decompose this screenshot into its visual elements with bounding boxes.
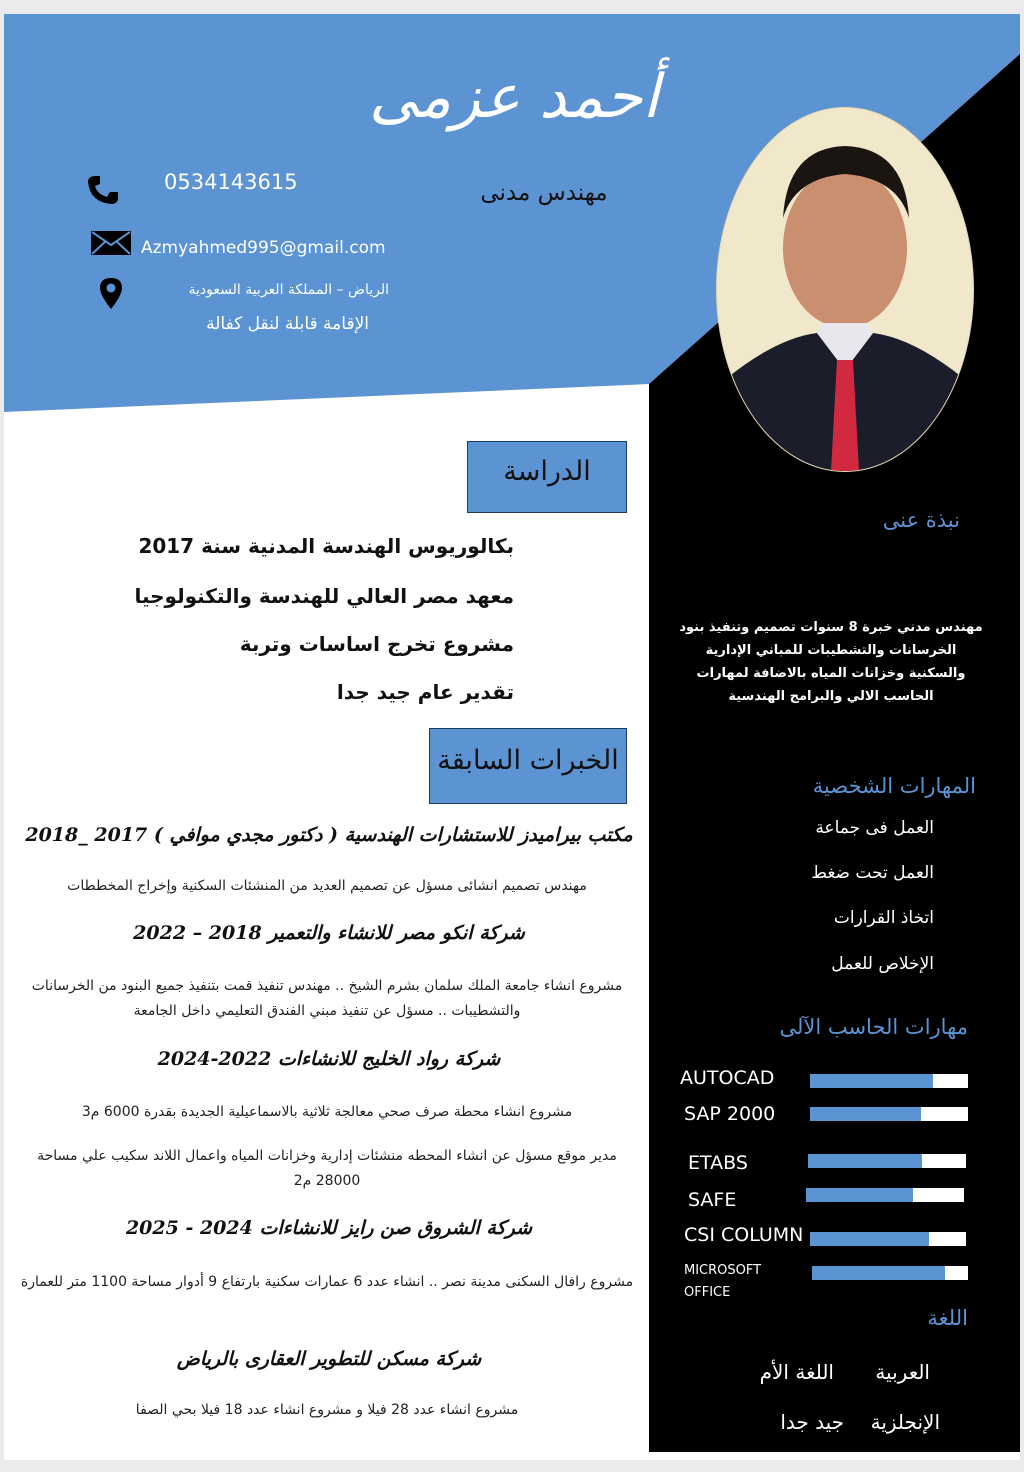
language-level: جيد جدا [780,1410,844,1434]
personal-skill-item: الإخلاص للعمل [831,954,934,974]
phone-icon [84,174,130,206]
company-name: شركة رواد الخليج للانشاءات 2022-2024 [157,1048,501,1070]
computer-skill-bar [810,1107,968,1121]
job-description: مهندس تصميم انشائى مسؤل عن تصميم العديد من المنشئات السكنية وإخراج المخططات [67,878,587,894]
location-text: الرياض – المملكة العربية السعودية [188,282,389,298]
personal-skill-item: العمل تحت ضغط [811,863,934,883]
computer-skill-bar-fill [810,1074,933,1088]
about-text: مهندس مدني خبرة 8 سنوات تصميم وتنفيذ بنود الخرسانات والتشطيبات للمباني الإدارية والسكنية وخزانات المياه بالاضافة لمهارات الحاسب الالي والبرامج الهندسية [679,620,983,704]
computer-skill-bar-fill [810,1232,929,1246]
email-address[interactable]: Azmyahmed995@gmail.com [141,238,386,258]
education-item: تقدير عام جيد جدا [336,680,514,704]
cv-page [4,14,1020,1460]
personal-skill-item: اتخاذ القرارات [833,908,934,928]
job-description: مدير موقع مسؤل عن انشاء المحطه منشئات إدارية وخزانات المياه واعمال اللاند سكيب علي مساحة 28000 م2 [37,1148,617,1189]
education-heading: الدراسة [467,441,627,513]
residency-note: الإقامة قابلة لنقل كفالة [206,314,369,334]
language-name: العربية [875,1360,930,1384]
job-description: مشروع انشاء محطة صرف صحي معالجة ثلاثية بالاسماعيلية الجديدة بقدرة 6000 م3 [81,1104,573,1120]
profile-photo [716,107,974,472]
computer-skill-label: MICROSOFT OFFICE [684,1263,762,1298]
company-name: شركة انكو مصر للانشاء والتعمير 2018 – 2022 [133,922,525,944]
computer-skill-bar [806,1188,964,1202]
computer-skill-bar-fill [812,1266,945,1280]
job-description: مشروع رافال السكنى مدينة نصر .. انشاء عدد 6 عمارات سكنية بارتفاع 9 أدوار مساحة 1100 متر للعمارة [20,1274,634,1290]
company-name: شركة الشروق صن رايز للانشاءات 2024 - 2025 [125,1217,533,1239]
candidate-name: أحمد عزمى [368,62,660,132]
computer-skills-heading: مهارات الحاسب الآلى [779,1015,968,1039]
job-description: مشروع انشاء عدد 28 فيلا و مشروع انشاء عدد 18 فيلا بحي الصفا [135,1402,519,1418]
job-title: مهندس مدنى [480,180,608,206]
computer-skill-bar-fill [806,1188,913,1202]
computer-skill-label: ETABS [688,1152,748,1174]
company-name: مكتب بيراميدز للاستشارات الهندسية ( دكتور مجدي موافي ) 2017 _2018 [25,824,633,846]
education-item: معهد مصر العالي للهندسة والتكنولوجيا [134,584,514,608]
face-shape [783,168,907,328]
company-name: شركة مسكن للتطوير العقارى بالرياض [176,1348,482,1370]
computer-skill-label: SAFE [688,1189,737,1211]
computer-skill-bar [808,1154,966,1168]
computer-skill-bar-fill [808,1154,922,1168]
personal-skills-heading: المهارات الشخصية [812,774,976,798]
language-name: الإنجلزية [870,1410,940,1434]
about-heading: نبذة عنى [882,508,960,532]
computer-skill-bar [810,1074,968,1088]
computer-skill-label: AUTOCAD [680,1067,775,1089]
languages-heading: اللغة [927,1306,968,1330]
phone-number[interactable]: 0534143615 [164,170,298,194]
email-icon [90,230,132,256]
job-description: مشروع انشاء جامعة الملك سلمان بشرم الشيخ .. مهندس تنفيذ قمت بتنفيذ جميع البنود من الخرسانات والتشطيبات .. مسؤل عن تنفيذ مبني الفندق التعليمي داخل الجامعة [31,978,623,1019]
computer-skill-bar-fill [810,1107,921,1121]
computer-skill-bar [812,1266,968,1280]
education-item: مشروع تخرج اساسات وتربة [239,632,514,656]
language-level: اللغة الأم [759,1360,834,1384]
computer-skill-label: SAP 2000 [684,1103,776,1125]
computer-skill-label: CSI COLUMN [684,1224,804,1246]
experience-heading: الخبرات السابقة [429,728,627,804]
location-pin-icon [98,276,124,310]
education-item: بكالوريوس الهندسة المدنية سنة 2017 [138,534,514,558]
computer-skill-bar [810,1232,966,1246]
personal-skill-item: العمل فى جماعة [815,818,934,838]
